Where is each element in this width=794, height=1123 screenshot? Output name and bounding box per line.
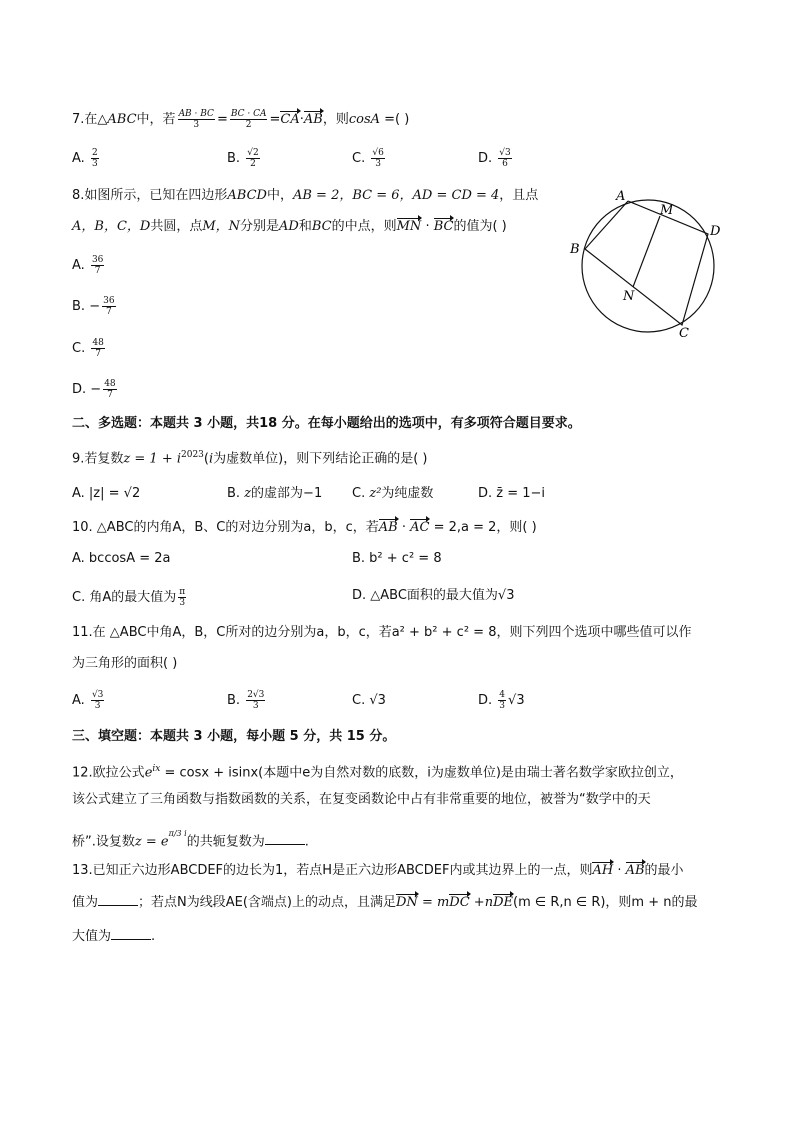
q11-option-d-label: D. [478,693,493,708]
q13-eq: = m [417,895,450,910]
q7-frac1-den: 3 [193,120,200,130]
q8-points: A，B，C，D [72,219,151,234]
q7-option-b-den: 2 [250,159,256,169]
q7-mid: 中，若 [136,112,176,127]
q11-option-b-den: 3 [252,701,259,711]
q9-option-c-z: z² [369,486,382,501]
q8-l1c: ，且点 [499,188,539,203]
q12-z-exponent: π/3 i [168,829,187,838]
q13-text: 13.已知正六边形ABCDEF的边长为1，若点H是正六边形ABCDEF内或其边界上的一点，则 [72,863,593,878]
q7-option-c-num: √6 [372,148,384,158]
q8-line-2 [72,218,507,236]
q13-line-1 [72,862,684,880]
q7-frac1 [178,109,215,130]
label-b: B [570,242,580,257]
q7-number: 7.在 [72,112,98,127]
q7-cos: cosA [348,112,381,127]
q12-l3-text2: 的共轭复数为 [186,834,265,850]
q8-option-c[interactable] [72,338,107,359]
q12-exponent: ix [152,764,161,774]
label-a: A [616,189,626,204]
q7-option-b-label: B. [227,151,241,166]
q13-vec-ah: AH [592,863,614,878]
q9-option-d[interactable]: D. z̄ = 1−i [478,486,546,501]
section-2-heading: 二、多选题：本题共 3 小题，共18 分。在每小题给出的选项中，有多项符合题目要求。 [72,416,581,431]
q7-option-b[interactable] [227,148,262,169]
q13-answer-blank-2[interactable] [111,927,151,940]
q8-option-c-den: 7 [95,349,101,359]
q11-line-1: 11.在 △ABC中角A，B，C所对的边分别为a，b，c，若a² + b² + c² = 8，则下列四个选项中哪些值可以作 [72,625,692,640]
q7-option-a-label: A. [72,151,85,166]
q8-option-b[interactable] [72,296,118,317]
q8-option-b-label: B. [72,299,86,314]
q11-option-a-frac [91,690,104,711]
q7-option-d-den: 6 [502,159,508,169]
q12-e: e [144,765,153,781]
q9-paren: ( [203,451,209,467]
q8-l2b: 共圆，点 [150,219,203,234]
quadrilateral-abcd [585,201,708,325]
q8-option-c-frac [91,338,104,359]
q13-text-b: 的最小 [644,863,684,878]
q7-vec-ab: AB [303,112,323,127]
q11-line-2: 为三角形的面积( ) [72,656,178,671]
q8-option-b-num: 36 [103,296,115,306]
q13-l3a: 大值为 [72,929,112,944]
q9-option-b[interactable] [227,485,322,503]
q10-option-c-den: 3 [179,598,186,608]
q12-period: . [304,834,309,850]
q13-l2a: 值为 [72,895,99,910]
q11-option-a-label: A. [72,693,85,708]
q7-option-b-frac [246,148,259,169]
q10-option-c-text: C. 角A的最大值为 [72,590,177,605]
q12-line-3 [72,829,309,851]
q8-option-d[interactable] [72,379,119,400]
q10-vec-ab: AB [378,520,398,535]
q11-option-b-frac [246,690,265,711]
q8-ad: AD [279,219,299,234]
q10-option-d[interactable]: D. △ABC面积的最大值为√3 [352,588,515,603]
q8-option-a-den: 7 [94,266,101,276]
q8-vec-bc: BC [433,219,454,234]
q11-option-a-num: √3 [91,690,104,700]
q9-z: z = 1 + i [123,451,181,467]
q10-option-b[interactable]: B. b² + c² = 8 [352,551,442,566]
q8-l1b: 中， [266,188,293,203]
q7-frac2 [230,109,268,130]
q7-option-a-frac [91,148,99,169]
q11-option-b[interactable] [227,690,267,711]
q13-line-2 [72,893,697,912]
q8-circle-figure [560,186,730,346]
q9-option-c-label: C. [352,486,370,501]
q9-exponent: 2023 [181,450,204,460]
q8-option-d-den: 7 [107,390,113,400]
q12-line-2: 该公式建立了三角函数与指数函数的关系，在复变函数论中占有非常重要的地位，被誉为“数学中的天 [72,792,651,807]
q9-option-b-text: 的虚部为−1 [251,486,323,501]
q12-z: z = e [134,834,169,850]
q9-stem [72,446,428,468]
q12-number: 12.欧拉公式 [72,765,145,781]
q11-option-c[interactable]: C. √3 [352,693,386,708]
q9-tail: 为虚数单位)，则下列结论正确的是( ) [213,451,428,467]
q13-l2b: ；若点N为线段AE(含端点)上的动点，且满足 [138,895,396,910]
q13-dot: · [613,863,626,878]
q13-vec-ab: AB [625,863,645,878]
label-n: N [623,289,635,304]
q11-option-a[interactable] [72,690,106,711]
q7-option-c-frac [371,148,384,169]
section-3-heading: 三、填空题：本题共 3 小题，每小题 5 分，共 15 分。 [72,729,396,744]
q10-option-c[interactable] [72,587,188,608]
q7-option-a-num: 2 [91,148,98,158]
q13-line-3 [72,927,155,946]
q8-vec-mn: MN [396,219,422,234]
q8-option-a-frac [91,255,104,276]
q8-cond: AB = 2，BC = 6，AD = CD = 4 [292,188,500,203]
q8-dot: · [421,219,434,234]
q8-mn: M，N [202,219,241,234]
q7-option-d-frac [498,148,511,169]
q8-option-a-label: A. [72,258,85,273]
q10-text2: = 2,a = 2，则( ) [429,520,537,535]
q11-option-d[interactable] [478,690,525,711]
q8-abcd: ABCD [227,188,267,203]
segment-mn [633,216,660,287]
q10-text: 10. △ABC的内角A，B、C的对边分别为a，b，c，若 [72,520,379,535]
q13-vec-dn: DN [396,895,418,910]
q11-option-d-num: 4 [499,690,506,700]
q7-paren: =( ) [380,112,410,127]
q9-number: 9.若复数 [72,451,124,467]
q7-dot: · [299,112,304,127]
q8-option-b-frac [102,296,115,317]
q8-option-a[interactable] [72,255,106,276]
q13-vec-dc: DC [449,895,470,910]
circumscribed-circle [582,200,714,332]
q7-frac2-num: BC · CA [230,109,267,119]
q13-vec-de: DE [493,895,513,910]
q7-eq: = [216,112,228,127]
q8-l2c: 分别是 [240,219,280,234]
q8-line-1 [72,187,538,205]
q13-period: . [151,929,156,944]
q8-bc: BC [311,219,332,234]
q7-eq2: = [269,112,281,127]
q9-i: i [208,451,214,467]
q8-l2e: 的值为( ) [453,219,507,234]
q7-vec-ca: CA [280,112,300,127]
q12-l1-text: = cosx + isinx(本题中e为自然对数的底数，i为虚数单位)是由瑞士著名数学家欧拉创立， [160,765,683,781]
q11-option-d-frac [498,690,506,711]
q8-option-d-label: D. [72,382,87,397]
q8-option-d-sign: − [90,382,102,397]
q9-option-b-label: B. [227,486,245,501]
q8-option-d-num: 48 [104,379,116,389]
q8-option-b-sign: − [89,299,101,314]
q7-abc: ABC [107,112,137,127]
q10-stem [72,519,537,537]
q13-answer-blank-1[interactable] [98,893,138,906]
q9-option-c[interactable] [352,485,433,503]
q8-number: 8.如图所示，已知在四边形 [72,188,228,203]
q10-option-c-num: π [179,587,186,597]
q11-option-b-num: 2√3 [247,690,265,700]
q10-option-a[interactable]: A. bccosA = 2a [72,551,171,566]
q13-plus: +n [469,895,494,910]
q7-tail: ，则 [322,112,349,127]
q8-option-d-frac [103,379,116,400]
q7-frac2-den: 2 [245,120,252,130]
q11-option-d-tail: √3 [508,693,525,708]
q7-option-d[interactable] [478,148,514,169]
triangle-symbol: △ [97,112,108,127]
q8-option-b-den: 7 [105,307,112,317]
q8-option-c-num: 48 [92,338,104,348]
q7-option-d-num: √3 [499,148,511,158]
q11-option-d-den: 3 [499,701,506,711]
q7-option-a-den: 3 [91,159,98,169]
q12-line-1 [72,760,683,782]
q12-l3-text: 桥”.设复数 [72,834,135,850]
q7-option-a[interactable] [72,148,101,169]
q7-option-c-label: C. [352,151,366,166]
q8-option-a-num: 36 [91,255,104,265]
q10-dot: · [397,520,411,535]
q7-option-c[interactable] [352,148,387,169]
q7-stem [72,109,409,130]
q10-option-c-frac [178,587,186,608]
q8-and: 和 [298,219,312,234]
q7-option-c-den: 3 [375,159,381,169]
q7-option-d-label: D. [478,151,493,166]
label-m: M [660,203,674,218]
q11-option-a-den: 3 [94,701,101,711]
q8-l2d: 的中点，则 [331,219,397,234]
q9-option-c-text: 为纯虚数 [381,486,434,501]
q9-option-b-z: z [244,486,252,501]
q13-l2c: (m ∈ R,n ∈ R)，则m + n的最 [513,895,698,910]
q11-option-b-label: B. [227,693,241,708]
q10-vec-ac: AC [410,520,430,535]
label-c: C [679,326,689,341]
q7-frac1-num: AB · BC [178,109,214,119]
label-d: D [710,224,721,239]
q7-option-b-num: √2 [247,148,259,158]
q12-answer-blank[interactable] [265,832,305,845]
q9-option-a[interactable]: A. |z| = √2 [72,486,141,501]
q8-option-c-label: C. [72,341,86,356]
